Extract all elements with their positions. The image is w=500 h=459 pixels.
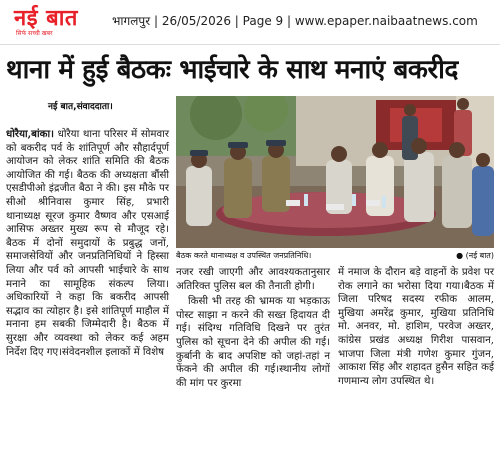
column-2-paragraph-2: किसी भी तरह की भ्रामक या भड़काऊ पोस्ट साझा न करने की सख्त हिदायत दी गई। संदिग्ध गतिविधि दिखने पर तुरंत पुलिस को सूचना देने की अपील की गई।कुर्बानी के बाद अपशिष्ट को जहां-तहां न फेंकने की अपील की गई।स्थानीय लोगों की मांग पर कुरमा bbox=[176, 296, 330, 389]
article-headline: थाना में हुई बैठकः भाईचारे के साथ मनाएं बकरीद bbox=[6, 55, 458, 85]
article-column-2 bbox=[176, 266, 330, 392]
column-1-text: धोरैया थाना परिसर में सोमवार को बकरीद पर्व के शांतिपूर्ण और सौहार्दपूर्ण आयोजन को लेकर शांति समिति की बैठक आयोजित की गई। बैठक की अध्यक्षता बौंसी एसडीपीओ इंद्रजीत बैठा ने की। इस मौके पर सीओ श्रीनिवास कुमार सिंह, प्रभारी थानाध्यक्ष सूरज कुमार वैष्णव और एसआई आसिफ अख्तर मुख्य रूप से मौजूद रहे।बैठक में दोनों समुदायों के प्रबुद्ध जनों, समाजसेवियों और जनप्रतिनिधियों ने हिस्सा लिया और पर्व को आपसी भाईचारे के साथ मनाने का सामूहिक संकल्प लिया। अधिकारियों ने कहा कि बकरीद आपसी सद्भाव का त्योहार है। इसे शांतिपूर्ण माहौल में मनाना हम सबकी जिम्मेदारी है। बैठक में सुरक्षा और व्यवस्था को लेकर कई अहम निर्देश दिए गए।संवेदनशील इलाकों में विशेष bbox=[6, 129, 169, 358]
article-column-3 bbox=[338, 266, 494, 388]
meeting-photo-illustration bbox=[176, 96, 494, 248]
photo-caption: बैठक करते थानाध्यक्ष व उपस्थित जनप्रतिनिधि। bbox=[176, 251, 312, 260]
article-column-1 bbox=[6, 128, 169, 359]
newspaper-logo[interactable] bbox=[14, 6, 104, 40]
column-2-paragraph-1: नजर रखी जाएगी और आवश्यकतानुसार अतिरिक्त पुलिस बल की तैनाती होगी। bbox=[176, 267, 330, 292]
edition-info: भागलपुर | 26/05/2026 | Page 9 | www.epaper.naibaatnews.com bbox=[112, 14, 478, 28]
logo-tagline: सिर्फ सच्ची खबर bbox=[16, 30, 53, 37]
article-photo[interactable] bbox=[176, 96, 494, 248]
byline: नई बात,संवाददाता। bbox=[48, 102, 113, 112]
logo-text: नई बात bbox=[14, 5, 78, 31]
column-3-text: में नमाज के दौरान बड़े वाहनों के प्रवेश पर रोक लगाने का भरोसा दिया गया।बैठक में जिला परिषद सदस्य रफीक आलम, मुखिया अमरेंद्र कुमार, मुखिया प्रतिनिधि मो. अनवर, मो. हाशिम, परवेज अख्तर, कांग्रेस प्रखंड अध्यक्ष गिरीश पासवान, भाजपा जिला मंत्री गणेश कुमार गुंजन, आकाश सिंह और शहादत हुसैन सहित कई गणमान्य लोग उपस्थित थे। bbox=[338, 267, 494, 387]
photo-caption-bar bbox=[176, 250, 494, 262]
dateline: धोरैया,बांका। bbox=[6, 128, 54, 140]
photo-credit: ● (नई बात) bbox=[456, 251, 494, 260]
masthead-bar bbox=[0, 0, 500, 45]
